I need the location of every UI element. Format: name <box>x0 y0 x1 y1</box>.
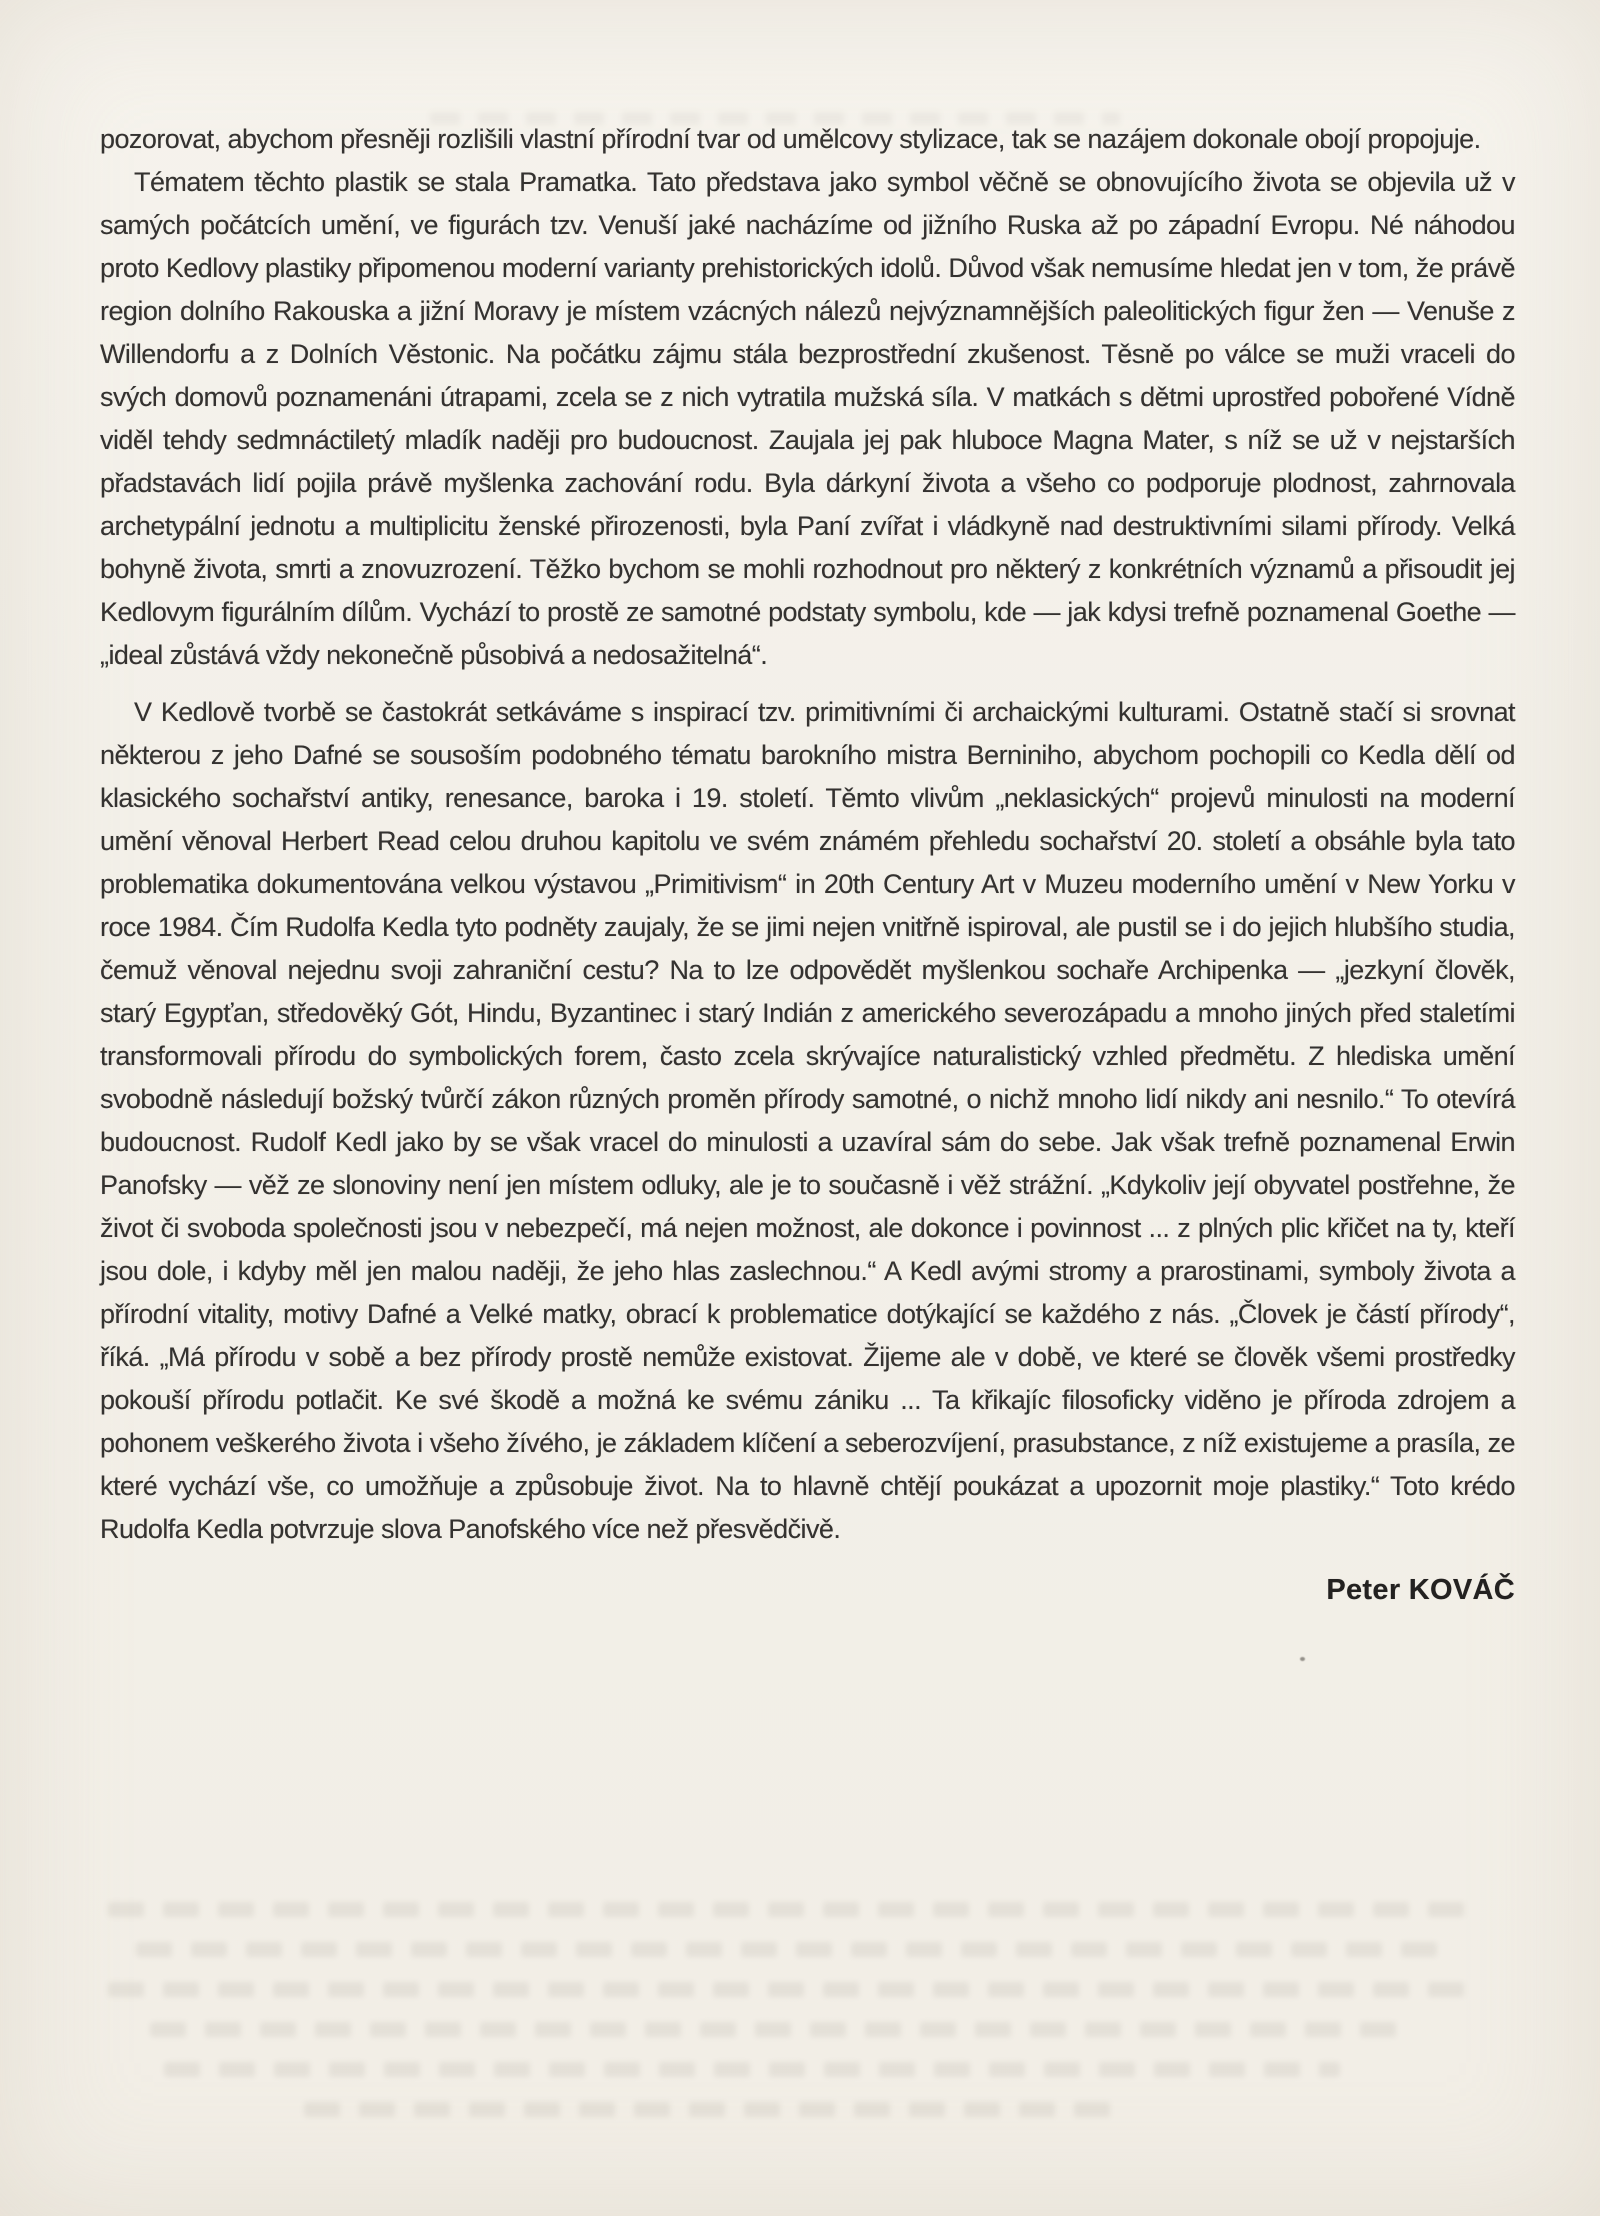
show-through-text-artifact <box>108 1902 1508 2142</box>
paragraph-pramatka: Tématem těchto plastik se stala Pramatka. Tato představa jako symbol věčně se obnovujícího života se objevila už v samých počátcích umění, ve figurách tzv. Venuší jaké nacházíme od jižního Ruska až po západní Evropu. Né náhodou proto Kedlovy plastiky připomenou moderní varianty prehistorických idolů. Důvod však nemusíme hledat jen v tom, že právě region dolního Rakouska a jižní Moravy je místem vzácných nálezů nejvýznamnějších paleolitických figur žen — Venuše z Willendorfu a z Dolních Věstonic. Na počátku zájmu stála bezprostřední zkušenost. Těsně po válce se muži vraceli do svých domovů poznamenáni útrapami, zcela se z nich vytratila mužská síla. V matkách s dětmi uprostřed pobořené Vídně viděl tehdy sedmnáctiletý mladík naději pro budoucnost. Zaujala jej pak hluboce Magna Mater, s níž se už v nejstarších přadstavách lidí pojila právě myšlenka zachování rodu. Byla dárkyní života a všeho co podporuje plodnost, zahrnovala archetypální jednotu a multiplicitu ženské přirozenosti, byla Paní zvířat i vládkyně nad destruktivními silami přírody. Velká bohyně života, smrti a znovuzrození. Těžko bychom se mohli rozhodnout pro některý z konkrétních významů a přisoudit jej Kedlovym figurálním dílům. Vychází to prostě ze samotné podstaty symbolu, kde — jak kdysi trefně poznamenal Goethe — „ideal zůstává vždy nekonečně působivá a nedosažitelná“. <box>100 167 1515 670</box>
ghost-text-line <box>150 2022 1410 2037</box>
ghost-text-line <box>108 1902 1466 1917</box>
ghost-text-line <box>304 2102 1116 2117</box>
scan-speck-artifact <box>1300 1657 1305 1661</box>
article-text-block <box>100 118 1515 1612</box>
ghost-text-line <box>136 1942 1452 1957</box>
paragraph-continuation: pozorovat, abychom přesněji rozlišili vlastní přírodní tvar od umělcovy stylizace, tak se nazájem dokonale obojí propojuje. <box>100 124 1481 154</box>
ghost-text-line <box>108 1982 1480 1997</box>
paragraph-kedl-inspiration: V Kedlově tvorbě se častokrát setkáváme s inspirací tzv. primitivními či archaickými kulturami. Ostatně stačí si srovnat některou z jeho Dafné se sousoším podobného tématu barokního mistra Berniniho, abychom pochopili co Kedla dělí od klasického sochařství antiky, renesance, baroka i 19. století. Těmto vlivům „neklasických“ projevů minulosti na moderní umění věnoval Herbert Read celou druhou kapitolu ve svém známém přehledu sochařství 20. století a obsáhle byla tato problematika dokumentována velkou výstavou „Primitivism“ in 20th Century Art v Muzeu moderního umění v New Yorku v roce 1984. Čím Rudolfa Kedla tyto podněty zaujaly, že se jimi nejen vnitřně ispiroval, ale pustil se i do jejich hlubšího studia, čemuž věnoval nejednu svoji zahraniční cestu? Na to lze odpovědět myšlenkou sochaře Archipenka — „jezkyní člověk, starý Egypťan, středověký Gót, Hindu, Byzantinec i starý Indián z amerického severozápadu a mnoho jiných před staletími transformovali přírodu do symbolických forem, často zcela skrývajíce naturalistický vzhled předmětu. Z hlediska umění svobodně následují božský tvůrčí zákon různých proměn přírody samotné, o nichž mnoho lidí nikdy ani nesnilo.“ To otevírá budoucnost. Rudolf Kedl jako by se však vracel do minulosti a uzavíral sám do sebe. Jak však trefně poznamenal Erwin Panofsky — věž ze slonoviny není jen místem odluky, ale je to současně i věž strážní. „Kdykoliv její obyvatel postřehne, že život či svoboda společnosti jsou v nebezpečí, má nejen možnost, ale dokonce i povinnost ... z plných plic křičet na ty, kteří jsou dole, i kdyby měl jen malou naději, že jeho hlas zaslechnou.“ A Kedl avými stromy a prarostinami, symboly života a přírodní vitality, motivy Dafné a Velké matky, obrací k problematice dotýkající se každého z nás. „Človek je částí přírody“, říká. „Má přírodu v sobě a bez přírody prostě nemůže existovat. Žijeme ale v době, ve které se člověk všemi prostředky pokouší přírodu potlačit. Ke své škodě a možná ke svému zániku ... Ta křikajíc filosoficky viděno je příroda zdrojem a pohonem veškerého života i všeho žívého, je základem klíčení a seberozvíjení, prasubstance, z níž existujeme a prasíla, ze které vychází vše, co umožňuje a způsobuje život. Na to hlavně chtějí poukázat a upozornit moje plastiky.“ Toto krédo Rudolfa Kedla potvrzuje slova Panofského více než přesvědčivě. <box>100 697 1515 1544</box>
ghost-text-line <box>164 2062 1340 2077</box>
author-signature: Peter KOVÁČ <box>1326 1574 1515 1606</box>
